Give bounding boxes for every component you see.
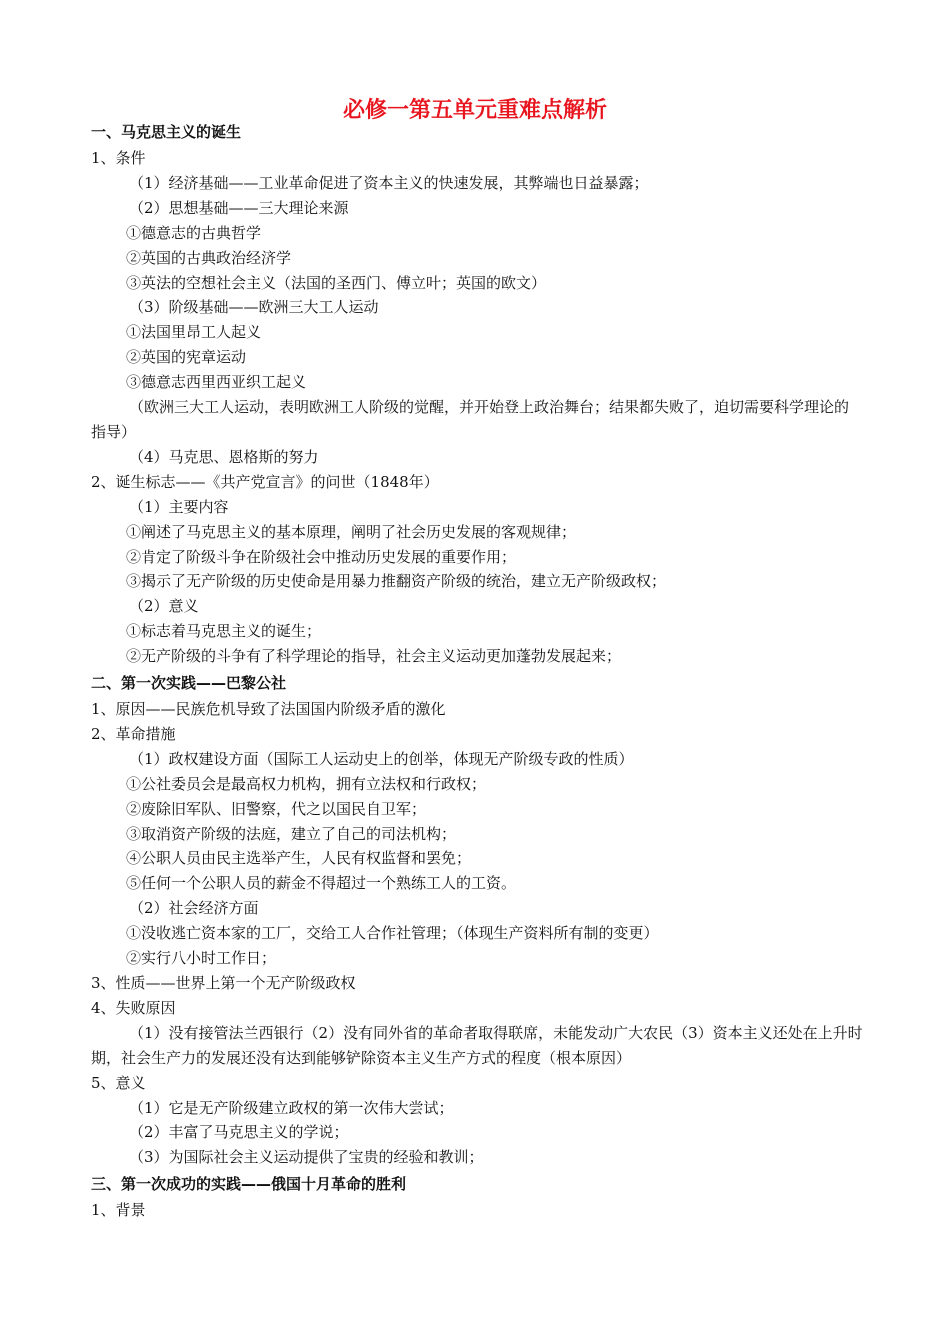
text-line: （2）意义	[129, 597, 199, 616]
subsection-heading: 1、条件	[91, 149, 146, 167]
text-line: （4）马克思、恩格斯的努力	[129, 447, 319, 466]
text-line: ③英法的空想社会主义（法国的圣西门、傅立叶；英国的欧文）	[126, 273, 547, 292]
text-line: （1）主要内容	[129, 497, 229, 516]
text-line: ⑤任何一个公职人员的薪金不得超过一个熟练工人的工资。	[126, 874, 517, 893]
text-line: ①公社委员会是最高权力机构，拥有立法权和行政权；	[126, 774, 487, 793]
text-line: （1）没有接管法兰西银行（2）没有同外省的革命者取得联席，未能发动广大农民（3）资本主义还处在上升时期，社会生产力的发展还没有达到能够铲除资本主义生产方式的程度（根本原因）	[91, 1023, 863, 1067]
subsection-heading: 2、诞生标志——《共产党宣言》的问世（1848年）	[91, 472, 439, 491]
text-line: （2）社会经济方面	[129, 899, 259, 918]
text-line: ③揭示了无产阶级的历史使命是用暴力推翻资产阶级的统治，建立无产阶级政权；	[126, 572, 667, 591]
text-line: （欧洲三大工人运动，表明欧洲工人阶级的觉醒，并开始登上政治舞台；结果都失败了，迫切需要科学理论的指导）	[91, 398, 850, 441]
text-line: ③德意志西里西亚织工起义	[126, 373, 307, 392]
text-line: ①标志着马克思主义的诞生；	[126, 622, 322, 641]
text-line: （1）它是无产阶级建立政权的第一次伟大尝试；	[129, 1098, 454, 1117]
subsection-heading: 3、性质——世界上第一个无产阶级政权	[91, 974, 356, 992]
text-line: ②肯定了阶级斗争在阶级社会中推动历史发展的重要作用；	[126, 547, 517, 566]
text-line: ②英国的宪章运动	[126, 348, 247, 367]
text-line: （2）丰富了马克思主义的学说；	[129, 1123, 349, 1142]
text-line: ②英国的古典政治经济学	[126, 248, 292, 267]
text-line: ④公职人员由民主选举产生，人民有权监督和罢免；	[126, 849, 472, 868]
page-title: 必修一第五单元重难点解析	[342, 98, 607, 123]
section-heading: 三、第一次成功的实践——俄国十月革命的胜利	[91, 1175, 407, 1194]
section-heading: 一、马克思主义的诞生	[91, 123, 242, 141]
text-line: ③取消资产阶级的法庭，建立了自己的司法机构；	[126, 824, 457, 843]
subsection-heading: 5、意义	[91, 1073, 146, 1092]
subsection-heading: 2、革命措施	[91, 724, 176, 743]
document-body	[91, 118, 863, 1223]
subsection-heading: 1、原因——民族危机导致了法国国内阶级矛盾的激化	[91, 700, 446, 719]
subsection-heading: 4、失败原因	[91, 998, 176, 1017]
text-line: ①德意志的古典哲学	[126, 223, 262, 242]
text-line: （1）政权建设方面（国际工人运动史上的创举，体现无产阶级专政的性质）	[129, 749, 634, 768]
text-line: ①阐述了马克思主义的基本原理，阐明了社会历史发展的客观规律；	[126, 522, 577, 541]
section-heading: 二、第一次实践——巴黎公社	[91, 674, 287, 693]
text-line: （3）为国际社会主义运动提供了宝贵的经验和教训；	[129, 1148, 484, 1167]
text-line: （3）阶级基础——欧洲三大工人运动	[129, 298, 379, 317]
text-line: （1）经济基础——工业革命促进了资本主义的快速发展，其弊端也日益暴露；	[129, 173, 649, 192]
text-line: ②废除旧军队、旧警察，代之以国民自卫军；	[126, 799, 427, 818]
text-line: ②实行八小时工作日；	[126, 949, 277, 968]
text-line: ①没收逃亡资本家的工厂，交给工人合作社管理；（体现生产资料所有制的变更）	[126, 924, 659, 943]
text-line: ②无产阶级的斗争有了科学理论的指导，社会主义运动更加蓬勃发展起来；	[126, 647, 622, 666]
subsection-heading: 1、背景	[91, 1201, 146, 1220]
text-line: （2）思想基础——三大理论来源	[129, 198, 349, 217]
text-line: ①法国里昂工人起义	[126, 323, 262, 342]
